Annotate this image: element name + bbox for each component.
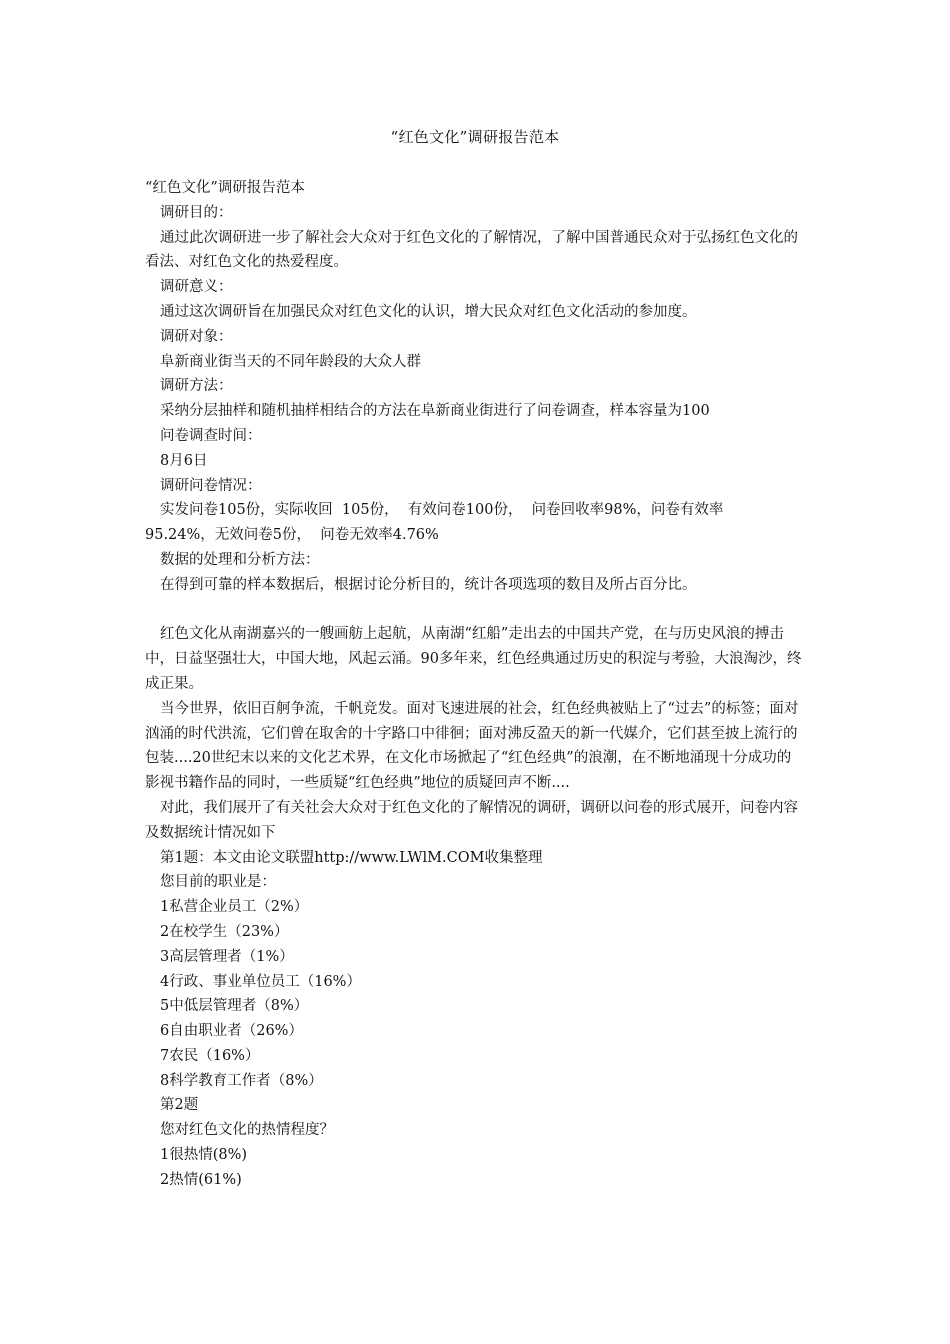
question-1-label: 第1题：本文由论文联盟http://www.LWlM.COM收集整理 (160, 849, 543, 866)
q1-option: 7农民（16%） (160, 1047, 260, 1064)
question-2-label: 第2题 (160, 1097, 199, 1114)
paragraph-3: 对此，我们展开了有关社会大众对于红色文化的了解情况的调研，调研以问卷的形式展开，问卷内容及数据统计情况如下 (145, 799, 798, 841)
q1-option: 2在校学生（23%） (160, 923, 289, 940)
question-2-text: 您对红色文化的热情程度？ (160, 1122, 334, 1139)
purpose-text: 通过此次调研进一步了解社会大众对于红色文化的了解情况，了解中国普通民众对于弘扬红色文化的看法、对红色文化的热爱程度。 (145, 229, 798, 271)
q1-option: 3高层管理者（1%） (160, 948, 294, 965)
meaning-label: 调研意义： (160, 279, 233, 296)
meaning-text: 通过这次调研旨在加强民众对红色文化的认识，增大民众对红色文化活动的参加度。 (160, 303, 697, 320)
purpose-label: 调研目的： (160, 204, 233, 221)
object-text: 阜新商业街当天的不同年龄段的大众人群 (160, 353, 421, 370)
time-text: 8月6日 (160, 452, 208, 469)
analysis-label: 数据的处理和分析方法： (160, 551, 320, 568)
q2-option: 1很热情(8%) (160, 1147, 248, 1164)
status-line-2: 95.24%，无效问卷5份， 问卷无效率4.76% (145, 527, 439, 544)
blank-line (145, 598, 805, 623)
status-label: 调研问卷情况： (160, 477, 262, 494)
q2-option: 2热情(61%) (160, 1171, 242, 1188)
object-label: 调研对象： (160, 328, 233, 345)
q1-option: 1私营企业员工（2%） (160, 899, 309, 916)
analysis-text: 在得到可靠的样本数据后，根据讨论分析目的，统计各项选项的数目及所占百分比。 (160, 576, 697, 593)
q1-option: 8科学教育工作者（8%） (160, 1072, 323, 1089)
document-body (145, 176, 805, 1193)
paragraph-1: 红色文化从南湖嘉兴的一艘画舫上起航，从南湖“红船”走出去的中国共产党，在与历史风浪的搏击中，日益坚强壮大，中国大地，风起云涌。90多年来，红色经典通过历史的积淀与考验，大浪淘沙，终成正果。 (145, 626, 802, 692)
q1-option: 5中低层管理者（8%） (160, 998, 309, 1015)
time-label: 问卷调查时间： (160, 427, 262, 444)
document-heading: “红色文化”调研报告范本 (145, 180, 305, 196)
paragraph-2: 当今世界，依旧百舸争流，千帆竞发。面对飞速进展的社会，红色经典被贴上了“过去”的标签；面对汹涌的时代洪流，它们曾在取舍的十字路口中徘徊；面对沸反盈天的新一代媒介，它们甚至披上流行的包装....20世纪末以来的文化艺术界，在文化市场掀起了“红色经典”的浪潮，在不断地涌现十分成功的影视书籍作品的同时，一些质疑“红色经典”地位的质疑回声不断.... (145, 700, 799, 792)
method-label: 调研方法： (160, 378, 233, 395)
question-1-text: 您目前的职业是： (160, 874, 276, 891)
method-text: 采纳分层抽样和随机抽样相结合的方法在阜新商业街进行了问卷调查，样本容量为100 (160, 403, 710, 420)
status-line-1: 实发问卷105份，实际收回 105份， 有效问卷100份， 问卷回收率98%，问卷有效率 (160, 502, 724, 519)
q1-option: 4行政、事业单位员工（16%） (160, 973, 361, 990)
document-title: “红色文化”调研报告范本 (390, 128, 560, 146)
q1-option: 6自由职业者（26%） (160, 1023, 303, 1040)
